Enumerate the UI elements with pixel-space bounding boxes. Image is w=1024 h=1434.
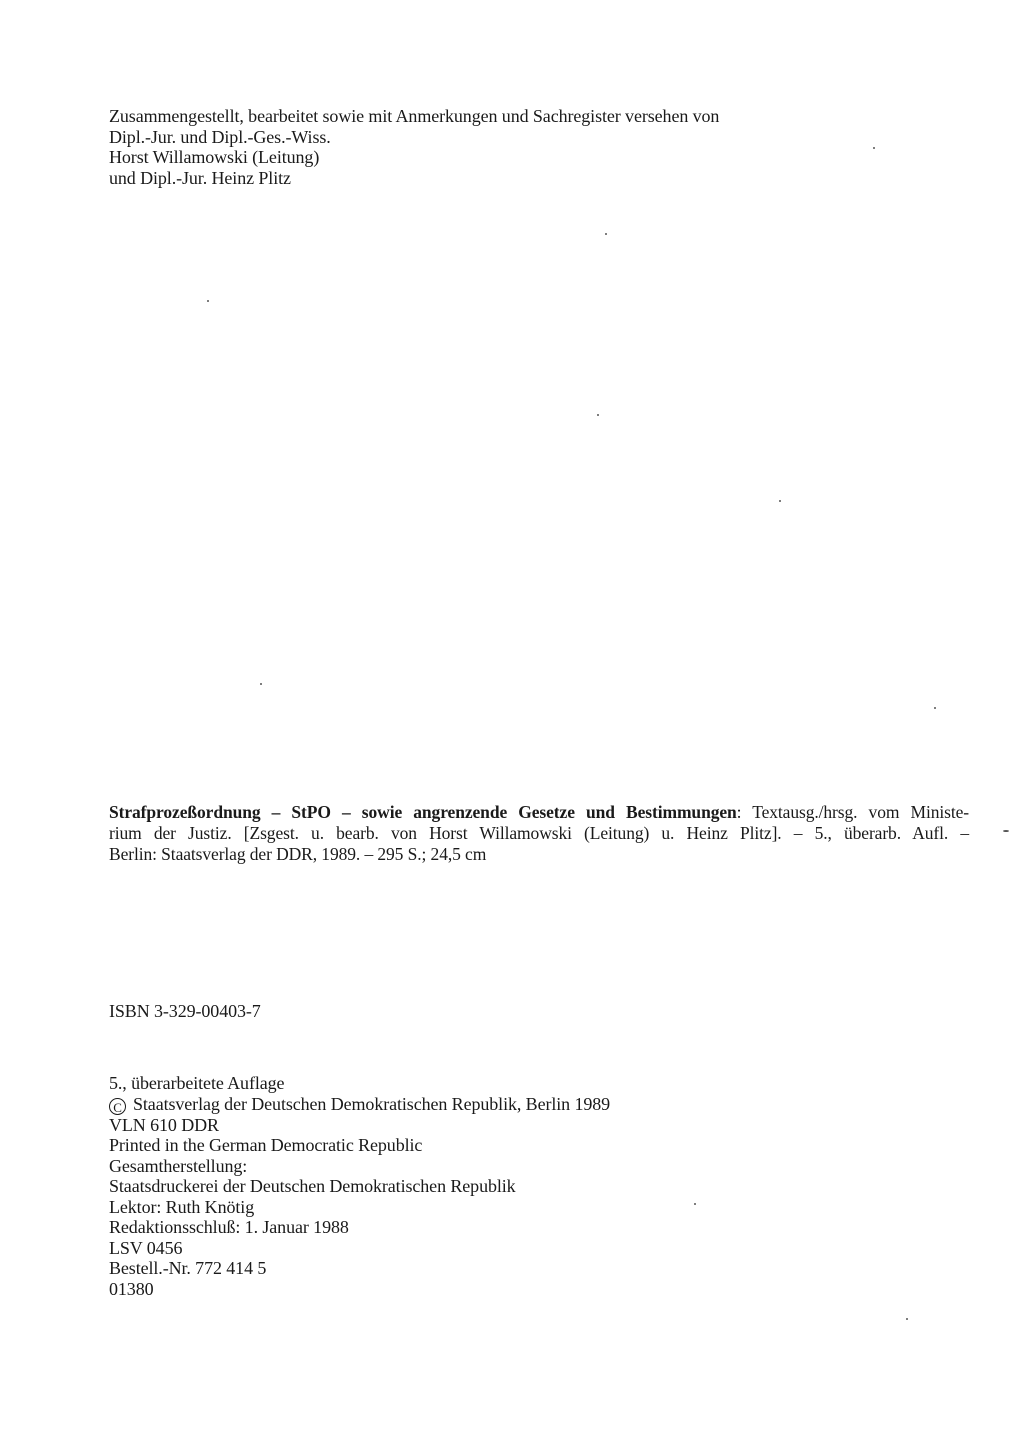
editor: Lektor: Ruth Knötig [109,1196,255,1217]
scan-speck [906,1318,908,1320]
cip-entry [109,802,969,865]
isbn: ISBN 3-329-00403-7 [109,1001,261,1021]
credits-line: Zusammengestellt, bearbeitet sowie mit Anmerkungen und Sachregister versehen von [109,106,720,126]
cip-line-1 [109,802,969,823]
printed-in: Printed in the German Democratic Republic [109,1135,423,1155]
scan-speck [779,500,781,502]
scan-speck [207,300,209,302]
editorial-deadline: Redaktionsschluß: 1. Januar 1988 [109,1217,349,1237]
imprint-block [109,1073,610,1299]
cip-line-2: rium der Justiz. [Zsgest. u. bearb. von Horst Willamowski (Leitung) u. Heinz Plitz]. – 5., überarb. Aufl. – [109,823,969,843]
copyright-text: Staatsverlag der Deutschen Demokratischen Republik, Berlin 1989 [133,1093,611,1114]
cip-line-1-rest: : Textausg./hrsg. vom Ministe- [736,802,969,822]
edition: 5., überarbeitete Auflage [109,1073,285,1093]
order-number: Bestell.-Nr. 772 414 5 [109,1258,267,1278]
production: Staatsdruckerei der Deutschen Demokratischen Republik [109,1176,516,1196]
cip-line-3: Berlin: Staatsverlag der DDR, 1989. – 295 S.; 24,5 cm [109,844,487,864]
copyright-icon: C [109,1098,126,1115]
scan-speck [605,233,607,235]
scan-speck [260,683,262,685]
cip-title: Strafprozeßordnung – StPO – sowie angrenzende Gesetze und Bestimmungen [109,802,737,822]
credits-line: und Dipl.-Jur. Heinz Plitz [109,167,291,188]
credits-line: Horst Willamowski (Leitung) [109,147,320,167]
scan-speck [694,1203,696,1205]
code-number: 01380 [109,1278,154,1299]
isbn-block [109,1001,261,1022]
production-label: Gesamtherstellung: [109,1155,248,1176]
scan-speck [597,414,599,416]
credits-line: Dipl.-Jur. und Dipl.-Ges.-Wiss. [109,126,331,147]
scan-speck [873,147,875,149]
copyright-line [109,1094,610,1115]
vln: VLN 610 DDR [109,1114,219,1135]
credits-block [109,106,719,188]
scan-speck [934,707,936,709]
scan-speck [1003,830,1009,832]
lsv: LSV 0456 [109,1237,183,1258]
